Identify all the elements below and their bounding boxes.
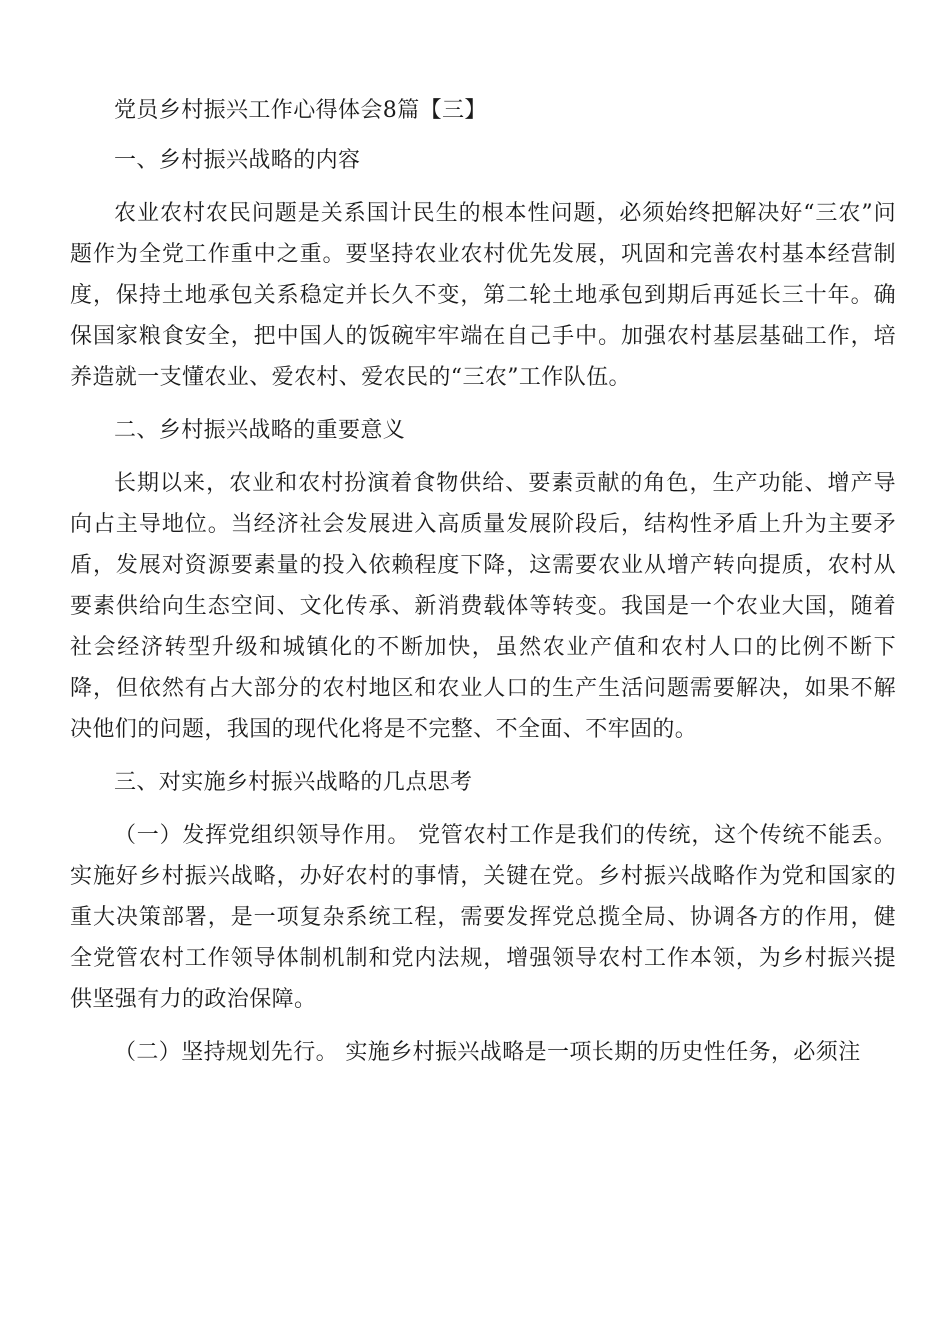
section-3-item-2: （二）坚持规划先行。 实施乡村振兴战略是一项长期的历史性任务，必须注 (114, 1040, 861, 1065)
section-3-heading: 三、对实施乡村振兴战略的几点思考 (114, 770, 473, 795)
section-1-paragraph: 农业农村农民问题是关系国计民生的根本性问题，必须始终把解决好“三农”问题作为全党工作重中之重。要坚持农业农村优先发展，巩固和完善农村基本经营制度，保持土地承包关系稳定并长久不变，第二轮土地承包到期后再延长三十年。确保国家粮食安全，把中国人的饭碗牢牢端在自己手中。加强农村基层基础工作，培养造就一支懂农业、爱农村、爱农民的“三农”工作队伍。 (70, 201, 896, 390)
section-2-paragraph: 长期以来，农业和农村扮演着食物供给、要素贡献的角色，生产功能、增产导向占主导地位。当经济社会发展进入高质量发展阶段后，结构性矛盾上升为主要矛盾，发展对资源要素量的投入依赖程度下降，这需要农业从增产转向提质，农村从要素供给向生态空间、文化传承、新消费载体等转变。我国是一个农业大国，随着社会经济转型升级和城镇化的不断加快，虽然农业产值和农村人口的比例不断下降，但依然有占大部分的农村地区和农业人口的生产生活问题需要解决，如果不解决他们的问题，我国的现代化将是不完整、不全面、不牢固的。 (70, 471, 896, 742)
section-3-item-1: （一）发挥党组织领导作用。 党管农村工作是我们的传统，这个传统不能丢。实施好乡村振兴战略，办好农村的事情，关键在党。乡村振兴战略作为党和国家的重大决策部署，是一项复杂系统工程，需要发挥党总揽全局、协调各方的作用，健全党管农村工作领导体制机制和党内法规，增强领导农村工作本领，为乡村振兴提供坚强有力的政治保障。 (70, 823, 896, 1012)
section-2-heading: 二、乡村振兴战略的重要意义 (114, 418, 406, 443)
document-title: 党员乡村振兴工作心得体会8篇【三】 (114, 98, 487, 123)
section-1-heading: 一、乡村振兴战略的内容 (114, 148, 361, 173)
document-body (70, 90, 896, 1073)
